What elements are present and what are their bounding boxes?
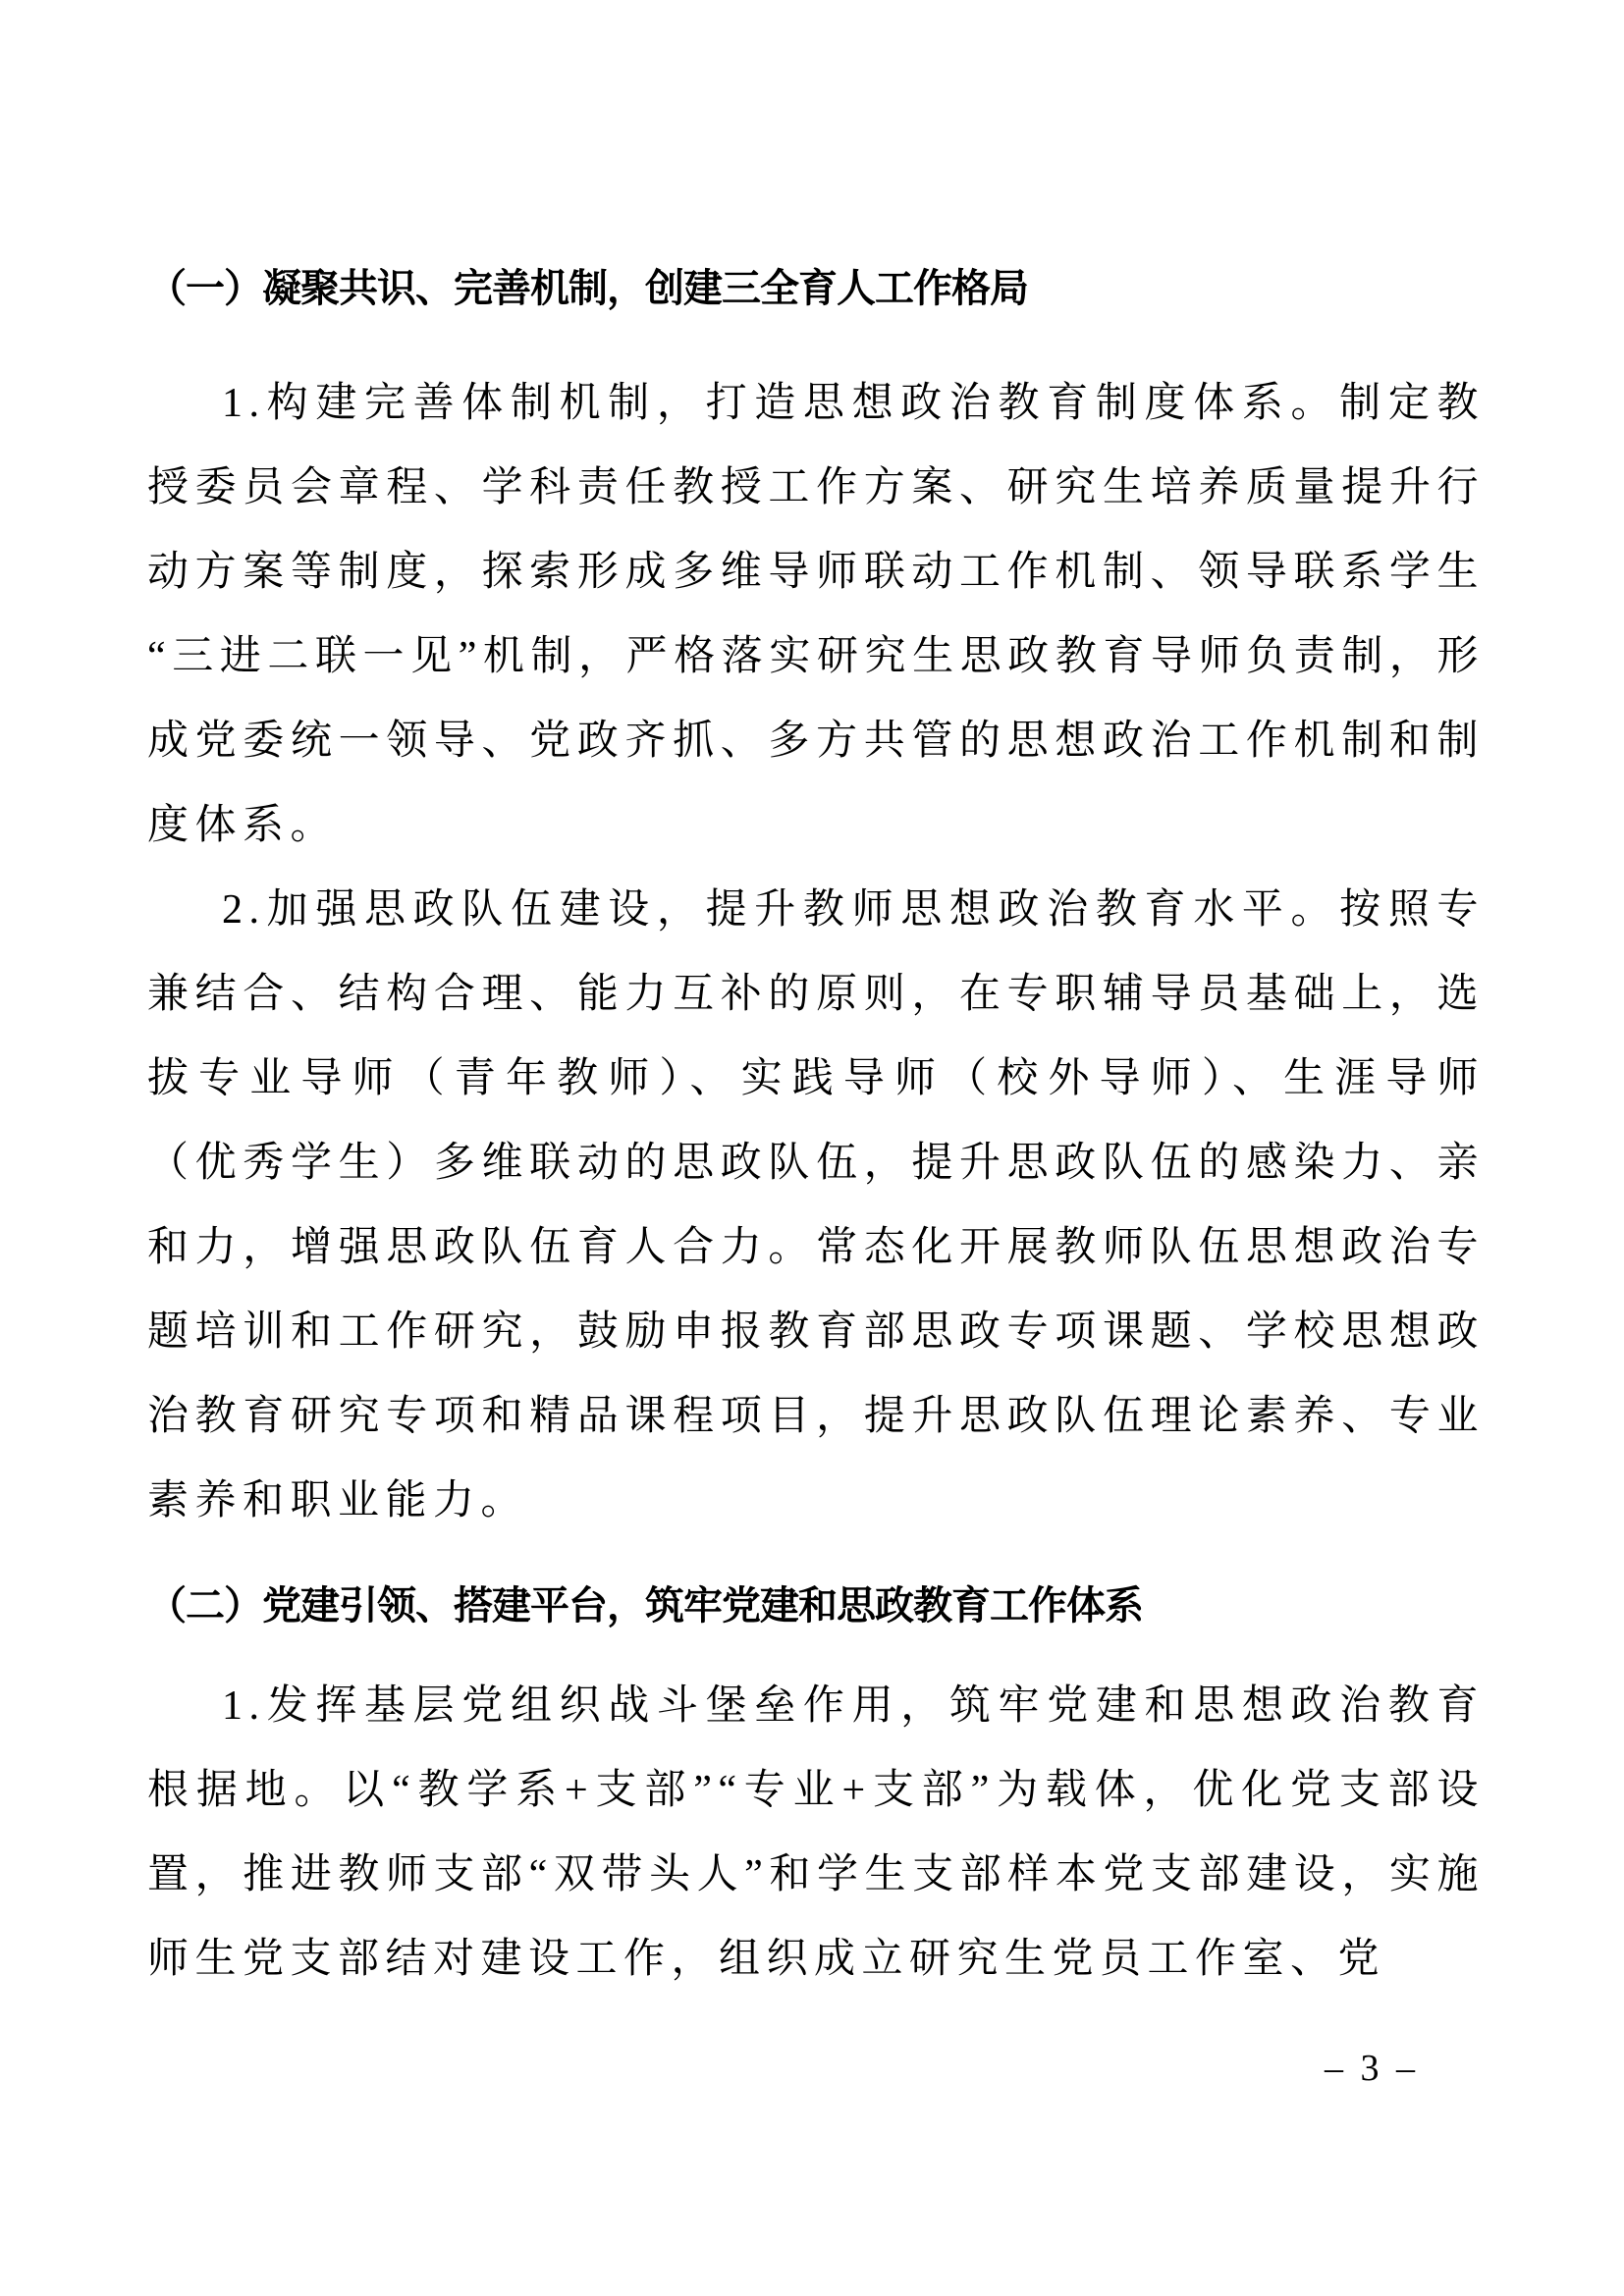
paragraph-1-1: 1.构建完善体制机制，打造思想政治教育制度体系。制定教授委员会章程、学科责任教授工作方案、研究生培养质量提升行动方案等制度，探索形成多维导师联动工作机制、领导联系学生“三进二联一见”机制，严格落实研究生思政教育导师负责制，形成党委统一领导、党政齐抓、多方共管的思想政治工作机制和制度体系。 <box>147 381 1485 848</box>
section-heading-1: （一）凝聚共识、完善机制，创建三全育人工作格局 <box>147 266 1028 310</box>
document-body <box>147 246 1485 2002</box>
section-heading-2: （二）党建引领、搭建平台，筑牢党建和思政教育工作体系 <box>147 1583 1143 1628</box>
paragraph-2-1: 1.发挥基层党组织战斗堡垒作用，筑牢党建和思想政治教育根据地。以“教学系+支部”“专业+支部”为载体，优化党支部设置，推进教师支部“双带头人”和学生支部样本党支部建设，实施师生党支部结对建设工作，组织成立研究生党员工作室、党 <box>147 1683 1485 1982</box>
paragraph-1-2: 2.加强思政队伍建设，提升教师思想政治教育水平。按照专兼结合、结构合理、能力互补的原则，在专职辅导员基础上，选拔专业导师（青年教师）、实践导师（校外导师）、生涯导师（优秀学生）多维联动的思政队伍，提升思政队伍的感染力、亲和力，增强思政队伍育人合力。常态化开展教师队伍思想政治专题培训和工作研究，鼓励申报教育部思政专项课题、学校思想政治教育研究专项和精品课程项目，提升思政队伍理论素养、专业素养和职业能力。 <box>147 887 1485 1523</box>
page-number: – 3 – <box>1325 2048 1419 2089</box>
